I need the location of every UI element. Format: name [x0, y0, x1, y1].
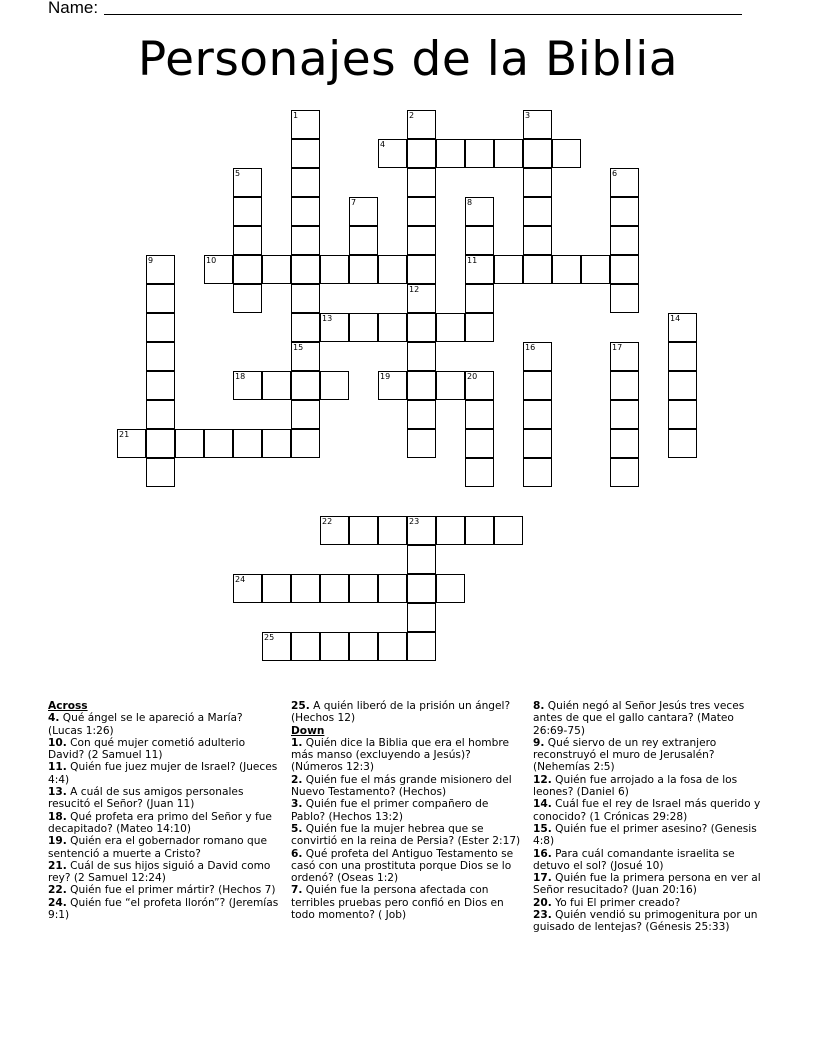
- crossword-cell[interactable]: [523, 400, 552, 429]
- clue-text: Qué profeta era primo del Señor y fue decapitado? (Mateo 14:10): [48, 810, 272, 835]
- crossword-cell[interactable]: [494, 516, 523, 545]
- crossword-cell[interactable]: [407, 139, 436, 168]
- clue-number: 3.: [291, 798, 303, 811]
- crossword-cell[interactable]: [233, 574, 262, 603]
- clue-number: 22: [322, 517, 333, 526]
- clue-number: 21: [119, 430, 130, 439]
- crossword-cell[interactable]: [523, 342, 552, 371]
- clue-number: 4.: [48, 712, 60, 725]
- crossword-cell[interactable]: [233, 255, 262, 284]
- name-label: Name:: [48, 0, 99, 17]
- clue-item: [533, 774, 765, 799]
- clue-number: 19.: [48, 835, 67, 848]
- clue-item: [291, 884, 523, 921]
- clue-text: Quién fue “el profeta llorón”? (Jeremías 9:1): [48, 896, 279, 922]
- crossword-cell[interactable]: [407, 516, 436, 545]
- clue-number: 10: [206, 256, 217, 265]
- crossword-cell[interactable]: [465, 458, 494, 487]
- clue-number: 23: [409, 517, 420, 526]
- clue-number: 24.: [48, 896, 67, 909]
- clue-text: A quién liberó de la prisión un ángel? (Hechos 12): [291, 700, 511, 725]
- crossword-cell[interactable]: [146, 342, 175, 371]
- crossword-cell[interactable]: [378, 632, 407, 661]
- clue-number: 20: [467, 372, 478, 381]
- clue-number: 19: [380, 372, 391, 381]
- crossword-cell[interactable]: [378, 139, 407, 168]
- clue-item: [291, 823, 523, 848]
- crossword-cell[interactable]: [610, 458, 639, 487]
- clue-number: 9.: [533, 736, 545, 749]
- crossword-cell[interactable]: [291, 371, 320, 400]
- clue-text: Cuál de sus hijos siguió a David como rey? (2 Samuel 12:24): [48, 859, 271, 885]
- crossword-cell[interactable]: [291, 255, 320, 284]
- crossword-cell[interactable]: [291, 400, 320, 429]
- clue-text: Quién fue el primer asesino? (Genesis 4:8): [533, 822, 757, 848]
- crossword-cell[interactable]: [407, 197, 436, 226]
- crossword-cell[interactable]: [668, 342, 697, 371]
- crossword-cell[interactable]: [407, 168, 436, 197]
- clue-item: [291, 798, 523, 823]
- crossword-cell[interactable]: [291, 139, 320, 168]
- crossword-cell[interactable]: [233, 168, 262, 197]
- clue-number: 25: [264, 633, 275, 642]
- clue-number: 11.: [48, 761, 67, 774]
- crossword-cell[interactable]: [407, 342, 436, 371]
- clue-text: Quién fue juez mujer de Israel? (Jueces 4:4): [48, 761, 278, 786]
- crossword-cell[interactable]: [291, 284, 320, 313]
- crossword-cell[interactable]: [262, 574, 291, 603]
- crossword-cell[interactable]: [233, 284, 262, 313]
- crossword-cell[interactable]: [407, 226, 436, 255]
- clue-number: 24: [235, 575, 246, 584]
- crossword-cell[interactable]: [320, 574, 349, 603]
- crossword-cell[interactable]: [668, 313, 697, 342]
- clue-text: Quién era el gobernador romano que sentenció a muerte a Cristo?: [48, 835, 267, 860]
- clue-number: 4: [380, 140, 386, 149]
- crossword-cell[interactable]: [465, 284, 494, 313]
- crossword-cell[interactable]: [465, 197, 494, 226]
- crossword-cell[interactable]: [233, 197, 262, 226]
- down-heading: Down: [291, 724, 325, 737]
- crossword-cell[interactable]: [204, 255, 233, 284]
- crossword-cell[interactable]: [465, 313, 494, 342]
- crossword-cell[interactable]: [436, 371, 465, 400]
- clue-item: [291, 848, 523, 885]
- clue-text: Cuál fue el rey de Israel más querido y conocido? (1 Crónicas 29:28): [533, 798, 761, 823]
- crossword-cell[interactable]: [552, 255, 581, 284]
- clue-number: 13.: [48, 786, 67, 799]
- clue-item: [48, 712, 280, 737]
- crossword-cell[interactable]: [465, 255, 494, 284]
- clue-number: 23.: [533, 909, 552, 922]
- crossword-cell[interactable]: [146, 400, 175, 429]
- crossword-cell[interactable]: [465, 400, 494, 429]
- crossword-cell[interactable]: [291, 110, 320, 139]
- crossword-cell[interactable]: [407, 313, 436, 342]
- crossword-cell[interactable]: [262, 255, 291, 284]
- clue-text: Quién fue la primera persona en ver al Señor resucitado? (Juan 20:16): [533, 872, 761, 897]
- clue-text: Quién fue el primer mártir? (Hechos 7): [66, 884, 276, 897]
- crossword-cell[interactable]: [668, 429, 697, 458]
- crossword-cell[interactable]: [146, 255, 175, 284]
- crossword-cell[interactable]: [523, 226, 552, 255]
- page-title: Personajes de la Biblia: [137, 32, 679, 87]
- crossword-cell[interactable]: [378, 313, 407, 342]
- clue-number: 2: [409, 111, 415, 120]
- crossword-cell[interactable]: [320, 632, 349, 661]
- clues-column-1: [48, 700, 280, 921]
- crossword-cell[interactable]: [523, 110, 552, 139]
- clue-number: 6.: [291, 847, 303, 860]
- crossword-cell[interactable]: [349, 226, 378, 255]
- clue-item: [48, 786, 280, 811]
- clue-number: 21.: [48, 859, 67, 872]
- crossword-cell[interactable]: [407, 400, 436, 429]
- clue-text: Qué profeta del Antiguo Testamento se casó con una prostituta porque Dios se lo ordenó? (Oseas 1:2): [291, 847, 514, 885]
- crossword-cell[interactable]: [523, 255, 552, 284]
- crossword-cell[interactable]: [668, 400, 697, 429]
- clue-number: 8.: [533, 700, 545, 712]
- clue-number: 18.: [48, 810, 67, 823]
- clue-number: 17.: [533, 872, 552, 885]
- clue-number: 11: [467, 256, 478, 265]
- crossword-cell[interactable]: [494, 139, 523, 168]
- crossword-cell[interactable]: [146, 284, 175, 313]
- crossword-cell[interactable]: [610, 197, 639, 226]
- crossword-cell[interactable]: [233, 226, 262, 255]
- clue-item: [48, 835, 280, 860]
- clue-item: [533, 700, 765, 737]
- crossword-cell[interactable]: [204, 429, 233, 458]
- crossword-cell[interactable]: [175, 429, 204, 458]
- crossword-cell[interactable]: [407, 284, 436, 313]
- clue-text: Quién negó al Señor Jesús tres veces antes de que el gallo cantara? (Mateo 26:69-75): [533, 700, 745, 737]
- clue-number: 5: [235, 169, 241, 178]
- crossword-cell[interactable]: [233, 429, 262, 458]
- crossword-cell[interactable]: [146, 371, 175, 400]
- crossword-cell[interactable]: [610, 429, 639, 458]
- clue-item: [48, 884, 280, 896]
- crossword-cell[interactable]: [407, 110, 436, 139]
- clue-item: [48, 811, 280, 836]
- clue-number: 12.: [533, 773, 552, 786]
- clue-text: Qué siervo de un rey extranjero reconstruyó el muro de Jerusalén? (Nehemías 2:5): [533, 736, 717, 774]
- clue-number: 2.: [291, 773, 303, 786]
- clue-item: [291, 737, 523, 774]
- clue-item: [48, 761, 280, 786]
- crossword-cell[interactable]: [523, 371, 552, 400]
- crossword-cell[interactable]: [465, 371, 494, 400]
- crossword-cell[interactable]: [378, 516, 407, 545]
- crossword-cell[interactable]: [378, 255, 407, 284]
- clue-number: 8: [467, 198, 473, 207]
- clue-text: Con qué mujer cometió adulterio David? (2 Samuel 11): [48, 736, 246, 762]
- crossword-cell[interactable]: [291, 574, 320, 603]
- crossword-cell[interactable]: [407, 632, 436, 661]
- crossword-cell[interactable]: [291, 429, 320, 458]
- clue-number: 15.: [533, 822, 552, 835]
- clue-item: [533, 823, 765, 848]
- crossword-cell[interactable]: [291, 168, 320, 197]
- crossword-cell[interactable]: [349, 255, 378, 284]
- clue-text: Qué ángel se le apareció a María? (Lucas 1:26): [48, 712, 243, 737]
- crossword-cell[interactable]: [146, 458, 175, 487]
- clue-number: 13: [322, 314, 333, 323]
- clue-number: 3: [525, 111, 531, 120]
- clue-text: Quién fue la mujer hebrea que se convirtió en la reina de Persia? (Ester 2:17): [291, 822, 521, 848]
- crossword-cell[interactable]: [407, 255, 436, 284]
- clue-text: Quién fue arrojado a la fosa de los leones? (Daniel 6): [533, 773, 738, 799]
- crossword-cell[interactable]: [610, 342, 639, 371]
- crossword-cell[interactable]: [436, 139, 465, 168]
- crossword-cell[interactable]: [378, 371, 407, 400]
- crossword-cell[interactable]: [407, 603, 436, 632]
- clue-item: [533, 798, 765, 823]
- crossword-cell[interactable]: [465, 516, 494, 545]
- crossword-cell[interactable]: [610, 226, 639, 255]
- crossword-cell[interactable]: [291, 632, 320, 661]
- clue-number: 18: [235, 372, 246, 381]
- crossword-cell[interactable]: [407, 574, 436, 603]
- crossword-cell[interactable]: [668, 371, 697, 400]
- crossword-cell[interactable]: [291, 197, 320, 226]
- crossword-cell[interactable]: [552, 139, 581, 168]
- crossword-cell[interactable]: [610, 168, 639, 197]
- clue-item: [48, 897, 280, 922]
- clue-number: 10.: [48, 736, 67, 749]
- crossword-cell[interactable]: [523, 429, 552, 458]
- clue-number: 15: [293, 343, 304, 352]
- crossword-cell[interactable]: [349, 197, 378, 226]
- clue-number: 17: [612, 343, 623, 352]
- crossword-cell[interactable]: [407, 429, 436, 458]
- crossword-cell[interactable]: [610, 255, 639, 284]
- clue-number: 16.: [533, 847, 552, 860]
- clue-number: 22.: [48, 884, 67, 897]
- crossword-cell[interactable]: [262, 632, 291, 661]
- crossword-cell[interactable]: [465, 139, 494, 168]
- crossword-cell[interactable]: [233, 371, 262, 400]
- clue-text: Quién fue la persona afectada con terribles pruebas pero confió en Dios en todo momento? ( Job): [291, 884, 504, 922]
- crossword-cell[interactable]: [291, 313, 320, 342]
- clue-number: 1.: [291, 736, 303, 749]
- clue-text: Quién fue el primer compañero de Pablo? (Hechos 13:2): [291, 798, 489, 823]
- crossword-cell[interactable]: [320, 255, 349, 284]
- crossword-cell[interactable]: [407, 545, 436, 574]
- clue-number: 1: [293, 111, 299, 120]
- crossword-cell[interactable]: [291, 342, 320, 371]
- clue-text: Yo fui El primer creado?: [551, 896, 681, 909]
- crossword-cell[interactable]: [610, 284, 639, 313]
- crossword-cell[interactable]: [610, 400, 639, 429]
- clue-text: Para cuál comandante israelita se detuvo el sol? (Josué 10): [533, 847, 735, 872]
- clue-text: Quién fue el más grande misionero del Nuevo Testamento? (Hechos): [291, 773, 512, 799]
- crossword-cell[interactable]: [523, 168, 552, 197]
- clue-number: 12: [409, 285, 420, 294]
- crossword-cell[interactable]: [436, 574, 465, 603]
- crossword-cell[interactable]: [523, 458, 552, 487]
- clue-item: [533, 872, 765, 897]
- clue-number: 5.: [291, 822, 303, 835]
- clue-text: Quién vendió su primogenitura por un guisado de lentejas? (Génesis 25:33): [533, 909, 758, 934]
- clue-text: Quién dice la Biblia que era el hombre más manso (excluyendo a Jesús)? (Números 12:3): [291, 736, 509, 774]
- clue-number: 14.: [533, 798, 552, 811]
- crossword-cell[interactable]: [523, 139, 552, 168]
- clue-item: [48, 737, 280, 762]
- crossword-cell[interactable]: [349, 574, 378, 603]
- clue-number: 7.: [291, 884, 303, 897]
- crossword-cell[interactable]: [349, 313, 378, 342]
- clue-item: [533, 897, 765, 909]
- crossword-cell[interactable]: [436, 313, 465, 342]
- clues-column-2: [291, 700, 523, 921]
- crossword-cell[interactable]: [378, 574, 407, 603]
- clue-number: 6: [612, 169, 618, 178]
- crossword-cell[interactable]: [291, 226, 320, 255]
- crossword-cell[interactable]: [262, 429, 291, 458]
- clue-item: [533, 848, 765, 873]
- crossword-cell[interactable]: [494, 255, 523, 284]
- crossword-cell[interactable]: [320, 516, 349, 545]
- clue-number: 16: [525, 343, 536, 352]
- crossword-cell[interactable]: [320, 313, 349, 342]
- clue-number: 25.: [291, 700, 310, 712]
- crossword-cell[interactable]: [465, 429, 494, 458]
- crossword-cell[interactable]: [465, 226, 494, 255]
- clues-column-3: [533, 700, 765, 934]
- crossword-cell[interactable]: [349, 516, 378, 545]
- crossword-cell[interactable]: [146, 313, 175, 342]
- crossword-cell[interactable]: [523, 197, 552, 226]
- crossword-cell[interactable]: [349, 632, 378, 661]
- crossword-cell[interactable]: [320, 371, 349, 400]
- crossword-cell[interactable]: [262, 371, 291, 400]
- clue-number: 20.: [533, 896, 552, 909]
- crossword-cell[interactable]: [117, 429, 146, 458]
- crossword-cell[interactable]: [436, 516, 465, 545]
- across-heading: Across: [48, 700, 88, 712]
- clue-number: 9: [148, 256, 154, 265]
- clue-item: [291, 700, 523, 725]
- clue-number: 14: [670, 314, 681, 323]
- crossword-cell[interactable]: [610, 371, 639, 400]
- clue-item: [533, 909, 765, 934]
- crossword-cell[interactable]: [581, 255, 610, 284]
- crossword-cell[interactable]: [146, 429, 175, 458]
- clue-item: [48, 860, 280, 885]
- clue-text: A cuál de sus amigos personales resucitó el Señor? (Juan 11): [48, 786, 244, 811]
- clue-item: [291, 774, 523, 799]
- crossword-cell[interactable]: [407, 371, 436, 400]
- clue-number: 7: [351, 198, 357, 207]
- clue-item: [533, 737, 765, 774]
